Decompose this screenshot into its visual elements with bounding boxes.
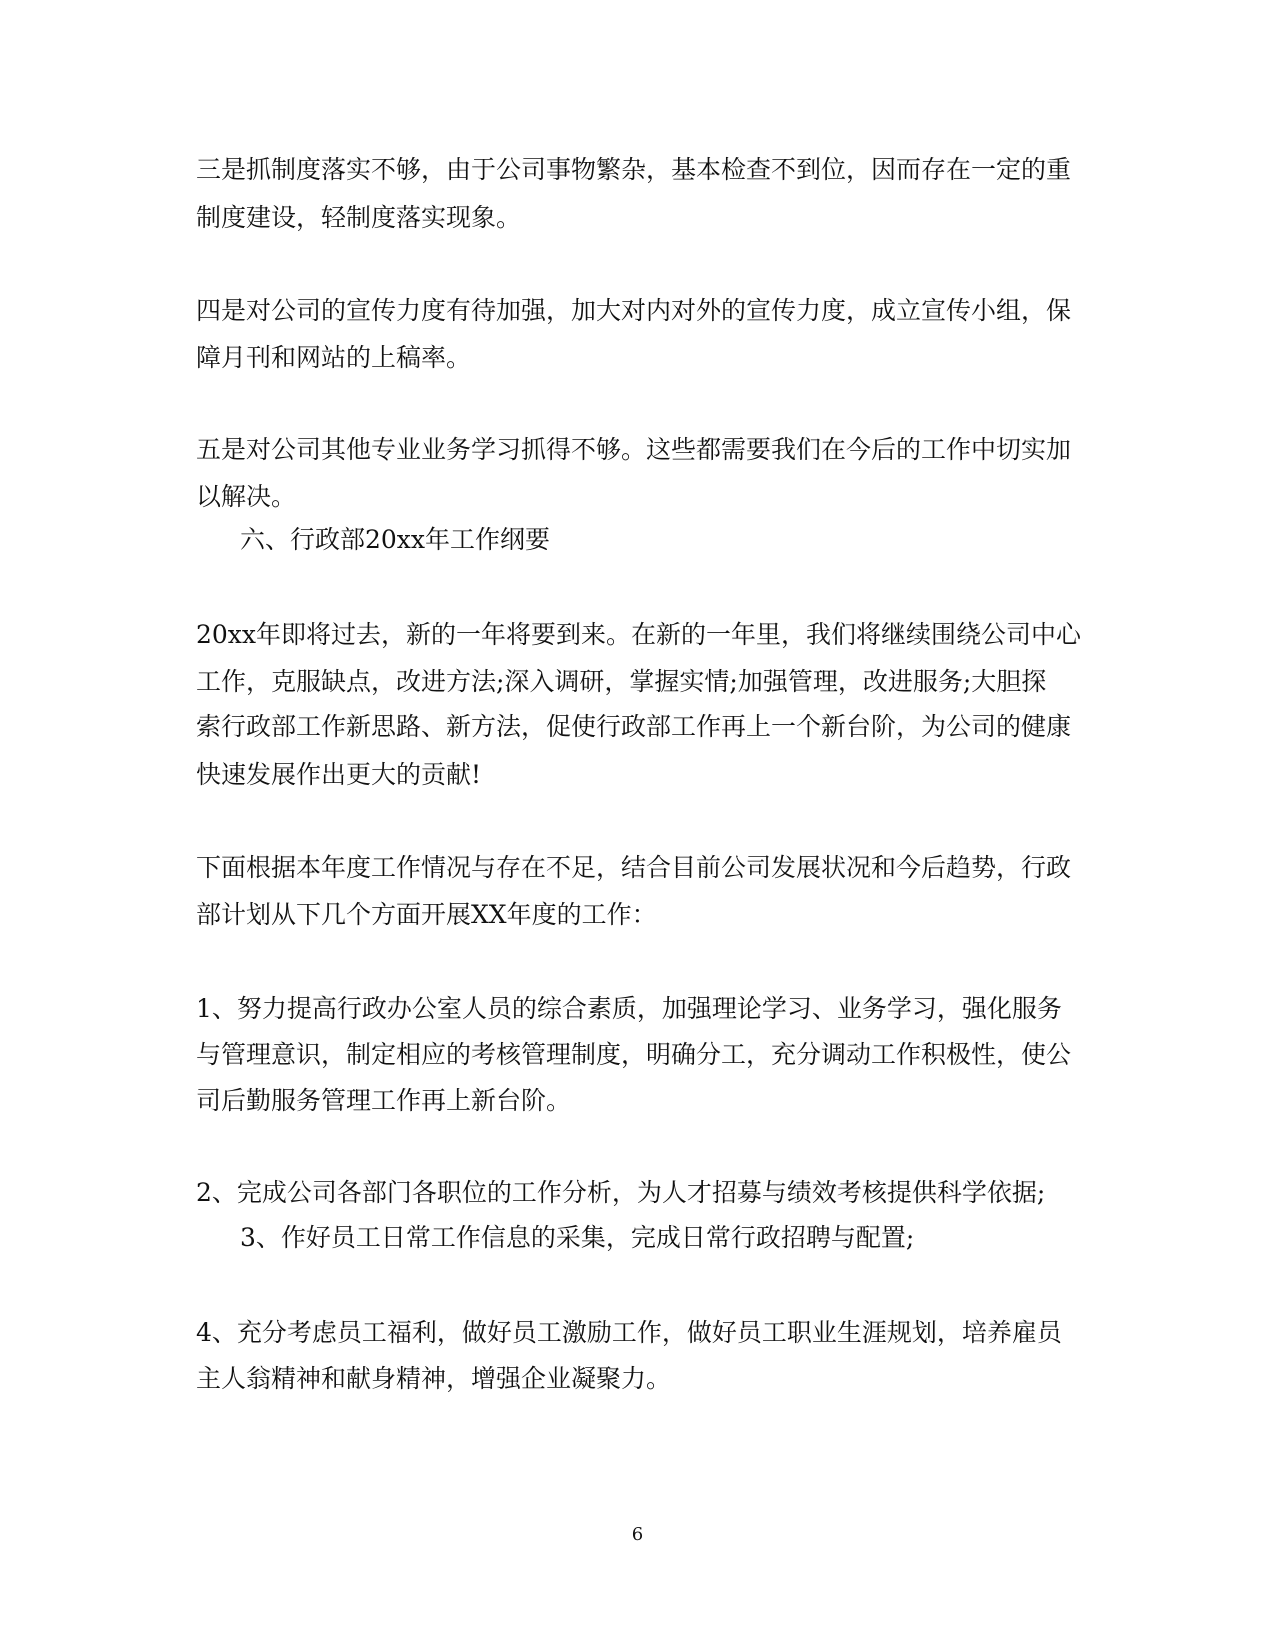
paragraph-line: 快速发展作出更大的贡献! xyxy=(196,760,482,789)
list-item-line: 2、完成公司各部门各职位的工作分析，为人才招募与绩效考核提供科学依据; xyxy=(196,1178,1046,1207)
paragraph-line: 工作，克服缺点，改进方法;深入调研，掌握实情;加强管理，改进服务;大胆探 xyxy=(196,667,1047,696)
paragraph-line: 制度建设，轻制度落实现象。 xyxy=(196,203,522,232)
section-heading: 六、行政部20xx年工作纲要 xyxy=(240,525,551,554)
list-item-line: 司后勤服务管理工作再上新台阶。 xyxy=(196,1086,572,1115)
paragraph-line: 五是对公司其他专业业务学习抓得不够。这些都需要我们在今后的工作中切实加 xyxy=(196,435,1072,464)
paragraph-line: 以解决。 xyxy=(196,482,297,511)
list-item-line: 3、作好员工日常工作信息的采集，完成日常行政招聘与配置; xyxy=(240,1223,915,1252)
paragraph-line: 下面根据本年度工作情况与存在不足，结合目前公司发展状况和今后趋势，行政 xyxy=(196,853,1072,882)
paragraph-line: 索行政部工作新思路、新方法，促使行政部工作再上一个新台阶，为公司的健康 xyxy=(196,712,1072,741)
list-item-line: 与管理意识，制定相应的考核管理制度，明确分工，充分调动工作积极性，使公 xyxy=(196,1040,1072,1069)
list-item-line: 1、努力提高行政办公室人员的综合素质，加强理论学习、业务学习，强化服务 xyxy=(196,994,1062,1023)
paragraph-line: 20xx年即将过去，新的一年将要到来。在新的一年里，我们将继续围绕公司中心 xyxy=(196,620,1082,649)
paragraph-line: 四是对公司的宣传力度有待加强，加大对内对外的宣传力度，成立宣传小组，保 xyxy=(196,296,1072,325)
paragraph-line: 障月刊和网站的上稿率。 xyxy=(196,343,472,372)
paragraph-line: 部计划从下几个方面开展XX年度的工作： xyxy=(196,900,657,929)
list-item-line: 4、充分考虑员工福利，做好员工激励工作，做好员工职业生涯规划，培养雇员 xyxy=(196,1318,1062,1347)
list-item-line: 主人翁精神和献身精神，增强企业凝聚力。 xyxy=(196,1364,672,1393)
page-number: 6 xyxy=(631,1524,644,1545)
paragraph-line: 三是抓制度落实不够，由于公司事物繁杂，基本检查不到位，因而存在一定的重 xyxy=(196,155,1072,184)
